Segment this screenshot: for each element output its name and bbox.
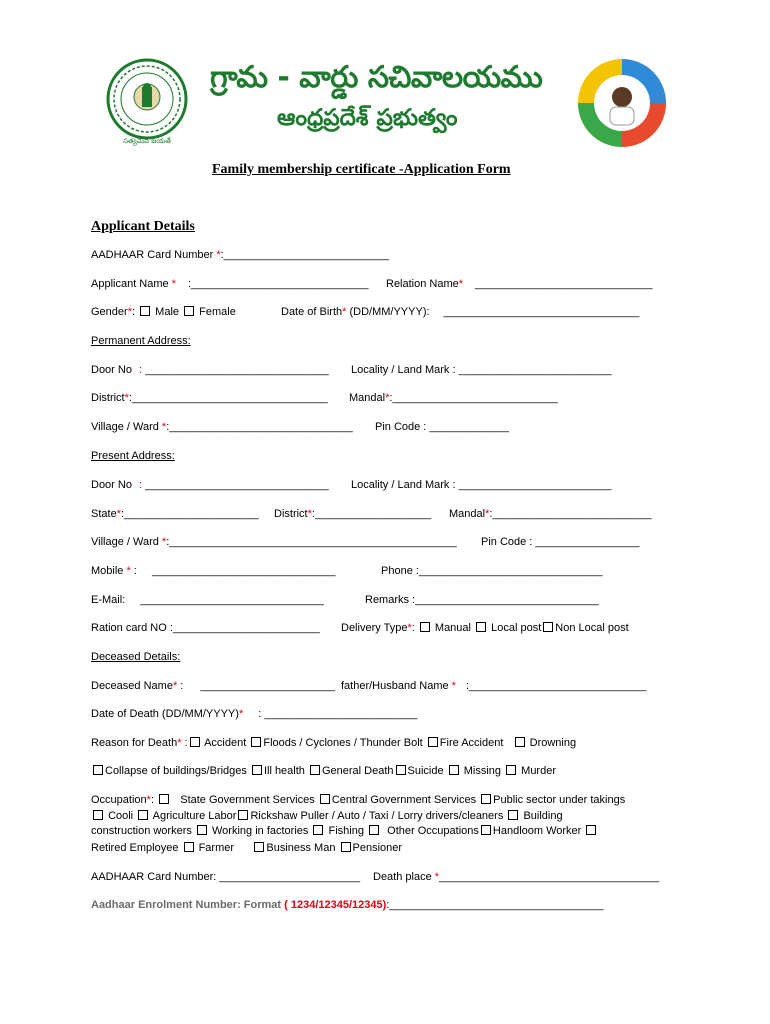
required-mark: * xyxy=(238,708,244,720)
applicant-name-label: Applicant Name xyxy=(91,278,172,290)
remarks-input[interactable]: ______________________________ xyxy=(415,594,599,606)
pres-pincode-label: Pin Code : xyxy=(481,536,536,548)
ration-row xyxy=(91,622,320,634)
ration-label: Ration card NO : xyxy=(91,622,173,634)
required-mark: * xyxy=(458,278,464,290)
occ-factories-label: Working in factories xyxy=(212,825,309,837)
pres-locality-input[interactable]: _________________________ xyxy=(458,479,612,491)
dob-input[interactable]: ________________________________ xyxy=(443,306,640,318)
pres-state-label: State xyxy=(91,508,117,520)
email-row xyxy=(91,594,324,606)
pres-door-row xyxy=(91,479,329,491)
occ-central-gov-label: Central Government Services xyxy=(331,794,477,806)
header-title-telugu: గ్రామ - వార్డు సచివాలయము xyxy=(210,60,543,95)
phone-input[interactable]: ______________________________ xyxy=(418,565,603,577)
gender-row xyxy=(91,306,236,318)
enrolment-label: Aadhaar Enrolment Number: Format xyxy=(91,899,285,911)
deceased-aadhaar-label: AADHAAR Card Number: xyxy=(91,871,220,883)
permanent-address-heading: Permanent Address: xyxy=(91,335,191,347)
female-checkbox[interactable] xyxy=(184,306,194,316)
pres-door-input[interactable]: ______________________________ xyxy=(145,479,329,491)
reason-suicide-label: Suicide xyxy=(407,765,444,777)
delivery-colon: : xyxy=(411,622,418,634)
perm-door-label: Door No xyxy=(91,364,132,376)
reason-missing-label: Missing xyxy=(463,765,502,777)
pres-state-input[interactable]: :______________________ xyxy=(120,508,259,520)
father-name-row xyxy=(341,680,646,692)
death-place-input[interactable]: ____________________________________ xyxy=(439,871,660,883)
father-name-input[interactable]: :_____________________________ xyxy=(465,680,647,692)
required-mark: * xyxy=(434,871,440,883)
occ-cooli-label: Cooli xyxy=(108,810,134,822)
perm-pincode-row xyxy=(375,421,509,433)
required-mark: * xyxy=(126,565,131,577)
perm-locality-input[interactable]: _________________________ xyxy=(458,364,612,376)
reason-accident-checkbox[interactable] xyxy=(190,737,200,747)
local-post-checkbox[interactable] xyxy=(476,622,486,632)
relation-name-label: Relation Name xyxy=(386,278,459,290)
required-mark: * xyxy=(177,737,182,749)
required-mark: * xyxy=(307,508,312,520)
required-mark: * xyxy=(146,794,151,806)
occ-business-label: Business Man xyxy=(266,842,336,854)
occ-pensioner-label: Pensioner xyxy=(352,842,403,854)
occ-fishing-checkbox[interactable] xyxy=(313,825,323,835)
mobile-row xyxy=(91,565,335,577)
required-mark: * xyxy=(216,249,221,261)
death-place-row xyxy=(373,871,659,883)
male-label: Male xyxy=(155,306,180,318)
mobile-label: Mobile xyxy=(91,565,127,577)
father-name-label: father/Husband Name xyxy=(341,680,452,692)
occupation-line-3 xyxy=(91,825,598,837)
enrolment-row xyxy=(91,899,603,911)
occ-handloom-checkbox[interactable] xyxy=(481,825,491,835)
applicant-aadhaar-input[interactable]: :___________________________ xyxy=(220,249,389,261)
deceased-name-colon: : xyxy=(177,680,184,692)
perm-locality-row xyxy=(351,364,612,376)
applicant-aadhaar-label: AADHAAR Card Number xyxy=(91,249,217,261)
required-mark: * xyxy=(342,306,347,318)
navaratnalu-logo xyxy=(576,57,668,149)
perm-mandal-row xyxy=(349,392,558,404)
manual-label: Manual xyxy=(434,622,471,634)
pres-village-label: Village / Ward xyxy=(91,536,162,548)
pres-door-label: Door No xyxy=(91,479,132,491)
pres-state-row xyxy=(91,508,259,520)
deceased-name-label: Deceased Name xyxy=(91,680,173,692)
pres-pincode-row xyxy=(481,536,639,548)
applicant-heading: Applicant Details xyxy=(91,219,195,234)
perm-locality-label: Locality / Land Mark : xyxy=(351,364,459,376)
pres-door-colon: : xyxy=(139,479,143,491)
occupation-colon: : xyxy=(150,794,154,806)
deceased-name-row xyxy=(91,680,335,692)
reason-fire-label: Fire Accident xyxy=(439,737,504,749)
required-mark: * xyxy=(161,536,167,548)
dob-label: Date of Birth xyxy=(281,306,343,318)
present-address-heading: Present Address: xyxy=(91,450,175,462)
applicant-aadhaar-row xyxy=(91,249,389,261)
occ-fishing-label: Fishing xyxy=(328,825,364,837)
perm-district-row xyxy=(91,392,328,404)
female-label: Female xyxy=(199,306,236,318)
occ-agri-label: Agriculture Labor xyxy=(152,810,237,822)
occ-cooli-checkbox[interactable] xyxy=(93,810,103,820)
gender-colon: : xyxy=(131,306,139,318)
dob-row xyxy=(281,306,639,318)
occ-farmer-checkbox[interactable] xyxy=(184,842,194,852)
occ-building-label: Building xyxy=(523,810,563,822)
required-mark: * xyxy=(127,306,132,318)
perm-door-input[interactable]: ______________________________ xyxy=(145,364,329,376)
reason-ill-health-label: Ill health xyxy=(263,765,305,777)
perm-district-label: District xyxy=(91,392,125,404)
reason-drowning-label: Drowning xyxy=(529,737,577,749)
pres-mandal-row xyxy=(449,508,651,520)
reason-general-checkbox[interactable] xyxy=(310,765,320,775)
perm-mandal-label: Mandal xyxy=(349,392,386,404)
occ-rickshaw-label: Rickshaw Puller / Auto / Taxi / Lorry drivers/cleaners xyxy=(250,810,504,822)
required-mark: * xyxy=(171,278,176,290)
dod-row xyxy=(91,708,417,720)
phone-row xyxy=(381,565,602,577)
relation-name-row xyxy=(386,278,652,290)
pres-locality-label: Locality / Land Mark : xyxy=(351,479,459,491)
occupation-line-1 xyxy=(91,794,625,806)
occ-construction-label: construction workers xyxy=(91,825,192,837)
reason-collapse-label: Collapse of buildings/Bridges xyxy=(105,765,247,777)
occ-agri-checkbox[interactable] xyxy=(138,810,148,820)
pres-village-row xyxy=(91,536,457,548)
mobile-input[interactable]: ______________________________ xyxy=(151,565,336,577)
pres-locality-row xyxy=(351,479,612,491)
phone-label: Phone : xyxy=(381,565,419,577)
email-label: E-Mail: xyxy=(91,594,126,606)
applicant-name-input[interactable]: :_____________________________ xyxy=(188,278,369,290)
header-subtitle-telugu: ఆంధ్రప్రదేశ్ ప్రభుత్వం xyxy=(277,105,458,131)
pres-pincode-input[interactable]: _________________ xyxy=(535,536,640,548)
required-mark: * xyxy=(161,421,167,433)
reason-ill-health-checkbox[interactable] xyxy=(252,765,262,775)
delivery-label: Delivery Type xyxy=(341,622,408,634)
reason-collapse-checkbox[interactable] xyxy=(93,765,103,775)
required-mark: * xyxy=(385,392,390,404)
required-mark: * xyxy=(407,622,412,634)
occ-public-sector-label: Public sector under takings xyxy=(493,794,626,806)
dod-input[interactable]: : _________________________ xyxy=(258,708,418,720)
perm-village-input[interactable]: :______________________________ xyxy=(166,421,353,433)
occ-handloom-label: Handloom Worker xyxy=(492,825,582,837)
male-checkbox[interactable] xyxy=(140,306,150,316)
reason-floods-checkbox[interactable] xyxy=(251,737,261,747)
occ-state-gov-checkbox[interactable] xyxy=(159,794,169,804)
deceased-aadhaar-row xyxy=(91,871,360,883)
required-mark: * xyxy=(124,392,129,404)
occ-factories-checkbox[interactable] xyxy=(197,825,207,835)
remarks-row xyxy=(365,594,599,606)
occ-business-checkbox[interactable] xyxy=(254,842,264,852)
required-mark: * xyxy=(116,508,121,520)
required-mark: * xyxy=(485,508,490,520)
reason-suicide-checkbox[interactable] xyxy=(396,765,406,775)
non-local-post-label: Non Local post xyxy=(555,622,629,634)
pres-village-input[interactable]: :_______________________________________________ xyxy=(166,536,457,548)
reason-general-label: General Death xyxy=(321,765,394,777)
reason-accident-label: Accident xyxy=(204,737,247,749)
required-mark: * xyxy=(172,680,178,692)
occ-retired-label: Retired Employee xyxy=(91,842,179,854)
occ-building-checkbox[interactable] xyxy=(508,810,518,820)
perm-door-colon: : xyxy=(139,364,143,376)
occ-farmer-label: Farmer xyxy=(198,842,235,854)
mobile-colon: : xyxy=(130,565,137,577)
deceased-aadhaar-input[interactable]: _______________________ xyxy=(219,871,361,883)
death-place-label: Death place xyxy=(373,871,435,883)
pres-district-row xyxy=(274,508,431,520)
non-local-post-checkbox[interactable] xyxy=(543,622,553,632)
occ-state-gov-label: State Government Services xyxy=(180,794,315,806)
pres-mandal-label: Mandal xyxy=(449,508,486,520)
perm-door-row xyxy=(91,364,329,376)
reason-floods-label: Floods / Cyclones / Thunder Bolt xyxy=(263,737,423,749)
pres-mandal-input[interactable]: :__________________________ xyxy=(489,508,652,520)
manual-checkbox[interactable] xyxy=(420,622,430,632)
occ-other-checkbox[interactable] xyxy=(369,825,379,835)
delivery-row xyxy=(341,622,629,634)
occ-pensioner-checkbox[interactable] xyxy=(341,842,351,852)
occ-central-gov-checkbox[interactable] xyxy=(320,794,330,804)
deceased-heading: Deceased Details: xyxy=(91,651,181,663)
reason-fire-checkbox[interactable] xyxy=(428,737,438,747)
gender-label: Gender xyxy=(91,306,128,318)
occ-retired-checkbox[interactable] xyxy=(586,825,596,835)
reason-missing-checkbox[interactable] xyxy=(449,765,459,775)
remarks-label: Remarks : xyxy=(365,594,416,606)
occ-public-sector-checkbox[interactable] xyxy=(481,794,491,804)
reason-drowning-checkbox[interactable] xyxy=(515,737,525,747)
perm-village-row xyxy=(91,421,353,433)
state-emblem xyxy=(104,57,190,149)
perm-village-label: Village / Ward xyxy=(91,421,162,433)
occupation-line-2 xyxy=(91,810,563,822)
enrolment-input[interactable]: :___________________________________ xyxy=(386,899,604,911)
ration-input[interactable]: ________________________ xyxy=(172,622,320,634)
emblem-caption: సత్యమేవ జయతే xyxy=(123,137,171,145)
dod-label: Date of Death (DD/MM/YYYY) xyxy=(91,708,239,720)
occ-other-label: Other Occupations xyxy=(387,825,479,837)
reason-row-2 xyxy=(91,765,556,777)
reason-row-1 xyxy=(91,737,576,749)
enrolment-format: ( 1234/12345/12345) xyxy=(284,899,387,911)
perm-pincode-input[interactable]: _____________ xyxy=(429,421,509,433)
occ-rickshaw-checkbox[interactable] xyxy=(238,810,248,820)
reason-colon: : xyxy=(181,737,188,749)
pres-district-label: District xyxy=(274,508,308,520)
reason-murder-label: Murder xyxy=(521,765,556,777)
reason-murder-checkbox[interactable] xyxy=(506,765,516,775)
perm-district-input[interactable]: :________________________________ xyxy=(128,392,328,404)
local-post-label: Local post xyxy=(491,622,542,634)
applicant-name-row xyxy=(91,278,368,290)
form-title: Family membership certificate -Application Form xyxy=(212,162,511,177)
reason-label: Reason for Death xyxy=(91,737,178,749)
pres-district-input[interactable]: :___________________ xyxy=(311,508,432,520)
perm-pincode-label: Pin Code : xyxy=(375,421,430,433)
email-input[interactable]: ______________________________ xyxy=(140,594,324,606)
deceased-name-input[interactable]: ______________________ xyxy=(200,680,335,692)
perm-mandal-input[interactable]: :___________________________ xyxy=(389,392,558,404)
required-mark: * xyxy=(451,680,456,692)
relation-name-input[interactable]: _____________________________ xyxy=(475,278,653,290)
occupation-line-4 xyxy=(91,842,402,854)
occupation-label: Occupation xyxy=(91,794,147,806)
dob-format: (DD/MM/YYYY): xyxy=(346,306,430,318)
